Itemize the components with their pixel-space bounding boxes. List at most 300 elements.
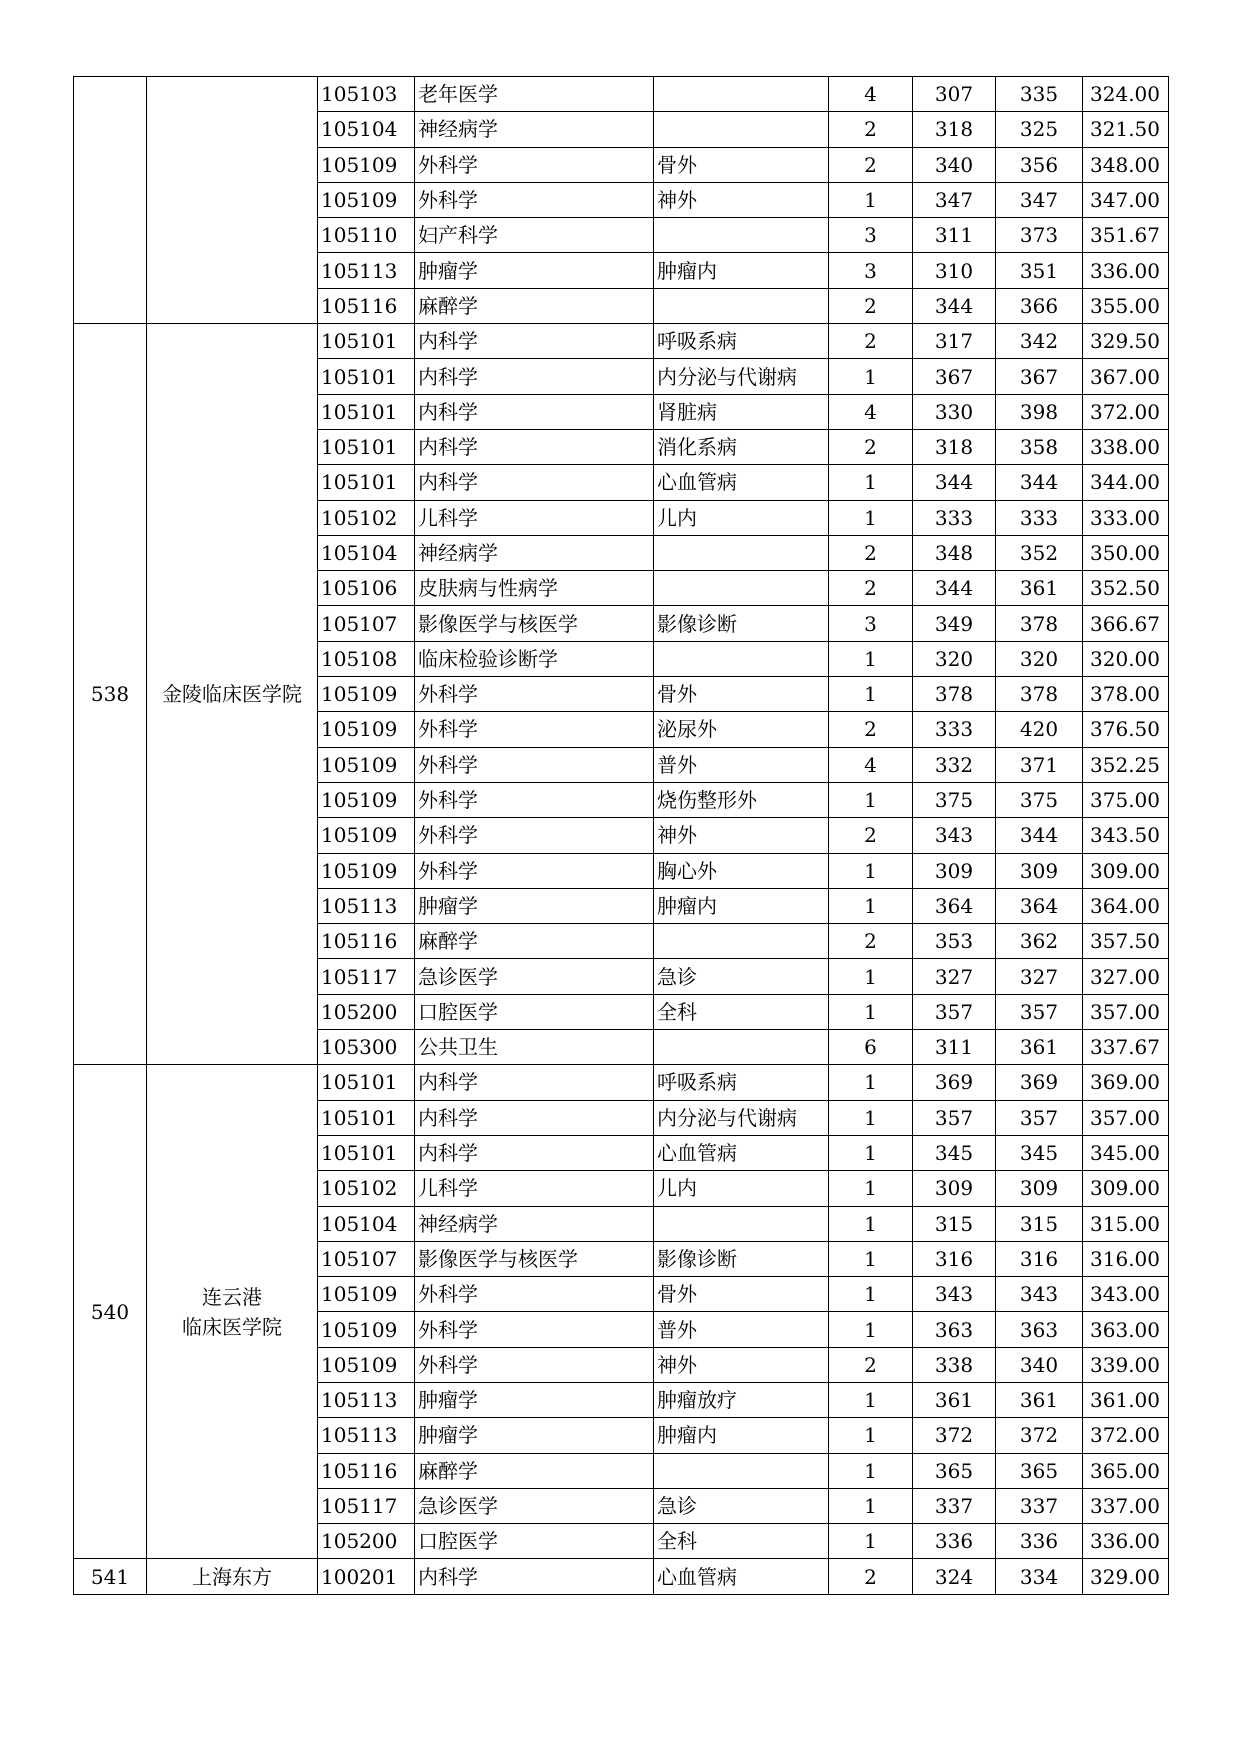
min-score-cell: 348 — [913, 535, 996, 570]
min-score-cell: 318 — [913, 429, 996, 464]
research-direction-cell: 儿内 — [654, 500, 829, 535]
avg-score-cell: 378.00 — [1083, 677, 1169, 712]
major-name-cell: 内科学 — [415, 1100, 654, 1135]
max-score-cell: 309 — [996, 1171, 1083, 1206]
research-direction-cell: 神外 — [654, 1347, 829, 1382]
major-code-cell: 105109 — [318, 1277, 415, 1312]
avg-score-cell: 329.50 — [1083, 324, 1169, 359]
max-score-cell: 367 — [996, 359, 1083, 394]
major-name-cell: 儿科学 — [415, 1171, 654, 1206]
avg-score-cell: 321.50 — [1083, 112, 1169, 147]
avg-score-cell: 336.00 — [1083, 253, 1169, 288]
max-score-cell: 361 — [996, 571, 1083, 606]
admit-count-cell: 2 — [829, 288, 913, 323]
avg-score-cell: 320.00 — [1083, 641, 1169, 676]
avg-score-cell: 344.00 — [1083, 465, 1169, 500]
min-score-cell: 372 — [913, 1418, 996, 1453]
min-score-cell: 332 — [913, 747, 996, 782]
research-direction-cell: 肿瘤内 — [654, 888, 829, 923]
admit-count-cell: 1 — [829, 1488, 913, 1523]
max-score-cell: 351 — [996, 253, 1083, 288]
school-name-cell — [147, 77, 318, 324]
admit-count-cell: 1 — [829, 853, 913, 888]
avg-score-cell: 337.00 — [1083, 1488, 1169, 1523]
school-code-cell — [74, 77, 147, 324]
min-score-cell: 316 — [913, 1241, 996, 1276]
min-score-cell: 311 — [913, 218, 996, 253]
major-code-cell: 105109 — [318, 147, 415, 182]
avg-score-cell: 343.00 — [1083, 1277, 1169, 1312]
table-row — [74, 324, 1169, 359]
major-name-cell: 麻醉学 — [415, 288, 654, 323]
max-score-cell: 364 — [996, 888, 1083, 923]
min-score-cell: 345 — [913, 1135, 996, 1170]
research-direction-cell: 胸心外 — [654, 853, 829, 888]
admit-count-cell: 1 — [829, 1135, 913, 1170]
avg-score-cell: 316.00 — [1083, 1241, 1169, 1276]
major-name-cell: 内科学 — [415, 324, 654, 359]
major-code-cell: 105109 — [318, 677, 415, 712]
admit-count-cell: 1 — [829, 1171, 913, 1206]
major-code-cell: 105102 — [318, 500, 415, 535]
major-name-cell: 皮肤病与性病学 — [415, 571, 654, 606]
min-score-cell: 357 — [913, 1100, 996, 1135]
min-score-cell: 349 — [913, 606, 996, 641]
admit-count-cell: 3 — [829, 253, 913, 288]
max-score-cell: 340 — [996, 1347, 1083, 1382]
max-score-cell: 333 — [996, 500, 1083, 535]
major-code-cell: 105116 — [318, 1453, 415, 1488]
max-score-cell: 336 — [996, 1524, 1083, 1559]
major-code-cell: 105104 — [318, 112, 415, 147]
min-score-cell: 317 — [913, 324, 996, 359]
major-code-cell: 105109 — [318, 712, 415, 747]
major-code-cell: 105109 — [318, 182, 415, 217]
research-direction-cell: 全科 — [654, 994, 829, 1029]
max-score-cell: 372 — [996, 1418, 1083, 1453]
major-name-cell: 内科学 — [415, 429, 654, 464]
research-direction-cell — [654, 1206, 829, 1241]
research-direction-cell — [654, 641, 829, 676]
research-direction-cell: 神外 — [654, 182, 829, 217]
max-score-cell: 362 — [996, 924, 1083, 959]
research-direction-cell: 肿瘤内 — [654, 253, 829, 288]
major-name-cell: 神经病学 — [415, 535, 654, 570]
research-direction-cell — [654, 288, 829, 323]
avg-score-cell: 348.00 — [1083, 147, 1169, 182]
major-name-cell: 外科学 — [415, 677, 654, 712]
max-score-cell: 361 — [996, 1030, 1083, 1065]
table-row — [74, 77, 1169, 112]
min-score-cell: 344 — [913, 571, 996, 606]
major-code-cell: 105103 — [318, 77, 415, 112]
major-code-cell: 105104 — [318, 535, 415, 570]
max-score-cell: 309 — [996, 853, 1083, 888]
major-name-cell: 内科学 — [415, 465, 654, 500]
avg-score-cell: 327.00 — [1083, 959, 1169, 994]
avg-score-cell: 357.50 — [1083, 924, 1169, 959]
admit-count-cell: 4 — [829, 77, 913, 112]
max-score-cell: 357 — [996, 994, 1083, 1029]
major-name-cell: 外科学 — [415, 182, 654, 217]
avg-score-cell: 329.00 — [1083, 1559, 1169, 1594]
major-code-cell: 105117 — [318, 959, 415, 994]
max-score-cell: 398 — [996, 394, 1083, 429]
min-score-cell: 324 — [913, 1559, 996, 1594]
admit-count-cell: 1 — [829, 359, 913, 394]
min-score-cell: 363 — [913, 1312, 996, 1347]
admit-count-cell: 1 — [829, 782, 913, 817]
admit-count-cell: 4 — [829, 394, 913, 429]
table-body — [74, 77, 1169, 1595]
min-score-cell: 365 — [913, 1453, 996, 1488]
max-score-cell: 357 — [996, 1100, 1083, 1135]
min-score-cell: 338 — [913, 1347, 996, 1382]
avg-score-cell: 361.00 — [1083, 1382, 1169, 1417]
school-name-cell: 连云港 临床医学院 — [147, 1065, 318, 1559]
avg-score-cell: 367.00 — [1083, 359, 1169, 394]
admit-count-cell: 2 — [829, 429, 913, 464]
min-score-cell: 307 — [913, 77, 996, 112]
research-direction-cell: 普外 — [654, 1312, 829, 1347]
major-name-cell: 神经病学 — [415, 112, 654, 147]
major-name-cell: 肿瘤学 — [415, 888, 654, 923]
admit-count-cell: 1 — [829, 465, 913, 500]
major-code-cell: 105110 — [318, 218, 415, 253]
admit-count-cell: 1 — [829, 959, 913, 994]
avg-score-cell: 336.00 — [1083, 1524, 1169, 1559]
max-score-cell: 420 — [996, 712, 1083, 747]
avg-score-cell: 347.00 — [1083, 182, 1169, 217]
major-code-cell: 105200 — [318, 994, 415, 1029]
admit-count-cell: 1 — [829, 182, 913, 217]
research-direction-cell: 普外 — [654, 747, 829, 782]
min-score-cell: 347 — [913, 182, 996, 217]
major-code-cell: 100201 — [318, 1559, 415, 1594]
admit-count-cell: 2 — [829, 818, 913, 853]
avg-score-cell: 355.00 — [1083, 288, 1169, 323]
research-direction-cell: 泌尿外 — [654, 712, 829, 747]
major-name-cell: 外科学 — [415, 1347, 654, 1382]
max-score-cell: 337 — [996, 1488, 1083, 1523]
admit-count-cell: 2 — [829, 924, 913, 959]
avg-score-cell: 365.00 — [1083, 1453, 1169, 1488]
major-code-cell: 105109 — [318, 782, 415, 817]
major-name-cell: 外科学 — [415, 853, 654, 888]
major-name-cell: 外科学 — [415, 747, 654, 782]
major-code-cell: 105108 — [318, 641, 415, 676]
min-score-cell: 320 — [913, 641, 996, 676]
major-name-cell: 内科学 — [415, 1559, 654, 1594]
major-code-cell: 105101 — [318, 429, 415, 464]
min-score-cell: 344 — [913, 288, 996, 323]
avg-score-cell: 375.00 — [1083, 782, 1169, 817]
major-name-cell: 麻醉学 — [415, 1453, 654, 1488]
major-code-cell: 105104 — [318, 1206, 415, 1241]
min-score-cell: 336 — [913, 1524, 996, 1559]
major-code-cell: 105113 — [318, 1418, 415, 1453]
major-name-cell: 外科学 — [415, 782, 654, 817]
major-name-cell: 神经病学 — [415, 1206, 654, 1241]
avg-score-cell: 357.00 — [1083, 1100, 1169, 1135]
major-code-cell: 105101 — [318, 359, 415, 394]
admit-count-cell: 1 — [829, 1382, 913, 1417]
admit-count-cell: 2 — [829, 324, 913, 359]
avg-score-cell: 338.00 — [1083, 429, 1169, 464]
research-direction-cell: 急诊 — [654, 959, 829, 994]
major-code-cell: 105109 — [318, 853, 415, 888]
major-name-cell: 儿科学 — [415, 500, 654, 535]
admit-count-cell: 2 — [829, 1559, 913, 1594]
major-code-cell: 105200 — [318, 1524, 415, 1559]
major-code-cell: 105107 — [318, 606, 415, 641]
research-direction-cell: 儿内 — [654, 1171, 829, 1206]
research-direction-cell — [654, 218, 829, 253]
major-name-cell: 内科学 — [415, 359, 654, 394]
min-score-cell: 367 — [913, 359, 996, 394]
min-score-cell: 378 — [913, 677, 996, 712]
admit-count-cell: 1 — [829, 677, 913, 712]
major-code-cell: 105113 — [318, 888, 415, 923]
max-score-cell: 327 — [996, 959, 1083, 994]
research-direction-cell: 骨外 — [654, 677, 829, 712]
major-name-cell: 肿瘤学 — [415, 1382, 654, 1417]
major-code-cell: 105113 — [318, 1382, 415, 1417]
major-name-cell: 外科学 — [415, 818, 654, 853]
avg-score-cell: 309.00 — [1083, 1171, 1169, 1206]
major-name-cell: 急诊医学 — [415, 959, 654, 994]
research-direction-cell — [654, 77, 829, 112]
admit-count-cell: 6 — [829, 1030, 913, 1065]
min-score-cell: 310 — [913, 253, 996, 288]
max-score-cell: 356 — [996, 147, 1083, 182]
max-score-cell: 366 — [996, 288, 1083, 323]
major-code-cell: 105117 — [318, 1488, 415, 1523]
admit-count-cell: 1 — [829, 641, 913, 676]
research-direction-cell: 急诊 — [654, 1488, 829, 1523]
max-score-cell: 375 — [996, 782, 1083, 817]
admit-count-cell: 2 — [829, 112, 913, 147]
admit-count-cell: 1 — [829, 1524, 913, 1559]
research-direction-cell: 肾脏病 — [654, 394, 829, 429]
min-score-cell: 337 — [913, 1488, 996, 1523]
major-code-cell: 105101 — [318, 1135, 415, 1170]
major-name-cell: 麻醉学 — [415, 924, 654, 959]
research-direction-cell: 内分泌与代谢病 — [654, 1100, 829, 1135]
max-score-cell: 325 — [996, 112, 1083, 147]
major-name-cell: 公共卫生 — [415, 1030, 654, 1065]
major-name-cell: 内科学 — [415, 1065, 654, 1100]
research-direction-cell: 内分泌与代谢病 — [654, 359, 829, 394]
admission-score-table — [73, 76, 1169, 1595]
min-score-cell: 364 — [913, 888, 996, 923]
max-score-cell: 378 — [996, 677, 1083, 712]
school-code-cell: 540 — [74, 1065, 147, 1559]
admit-count-cell: 1 — [829, 1453, 913, 1488]
max-score-cell: 358 — [996, 429, 1083, 464]
avg-score-cell: 376.50 — [1083, 712, 1169, 747]
min-score-cell: 344 — [913, 465, 996, 500]
table-row — [74, 1065, 1169, 1100]
min-score-cell: 353 — [913, 924, 996, 959]
major-code-cell: 105102 — [318, 1171, 415, 1206]
avg-score-cell: 364.00 — [1083, 888, 1169, 923]
min-score-cell: 333 — [913, 712, 996, 747]
avg-score-cell: 372.00 — [1083, 1418, 1169, 1453]
avg-score-cell: 343.50 — [1083, 818, 1169, 853]
max-score-cell: 371 — [996, 747, 1083, 782]
max-score-cell: 347 — [996, 182, 1083, 217]
max-score-cell: 369 — [996, 1065, 1083, 1100]
research-direction-cell: 烧伤整形外 — [654, 782, 829, 817]
min-score-cell: 330 — [913, 394, 996, 429]
admit-count-cell: 2 — [829, 147, 913, 182]
major-code-cell: 105107 — [318, 1241, 415, 1276]
avg-score-cell: 363.00 — [1083, 1312, 1169, 1347]
research-direction-cell: 神外 — [654, 818, 829, 853]
max-score-cell: 342 — [996, 324, 1083, 359]
admit-count-cell: 1 — [829, 1100, 913, 1135]
avg-score-cell: 345.00 — [1083, 1135, 1169, 1170]
min-score-cell: 327 — [913, 959, 996, 994]
avg-score-cell: 357.00 — [1083, 994, 1169, 1029]
major-code-cell: 105300 — [318, 1030, 415, 1065]
max-score-cell: 352 — [996, 535, 1083, 570]
major-code-cell: 105116 — [318, 924, 415, 959]
major-code-cell: 105109 — [318, 747, 415, 782]
avg-score-cell: 337.67 — [1083, 1030, 1169, 1065]
major-code-cell: 105101 — [318, 394, 415, 429]
admit-count-cell: 1 — [829, 1418, 913, 1453]
major-name-cell: 肿瘤学 — [415, 1418, 654, 1453]
research-direction-cell: 骨外 — [654, 1277, 829, 1312]
research-direction-cell: 心血管病 — [654, 1559, 829, 1594]
admit-count-cell: 2 — [829, 535, 913, 570]
school-code-cell: 538 — [74, 324, 147, 1065]
major-name-cell: 外科学 — [415, 147, 654, 182]
admit-count-cell: 1 — [829, 500, 913, 535]
research-direction-cell: 心血管病 — [654, 465, 829, 500]
research-direction-cell: 肿瘤放疗 — [654, 1382, 829, 1417]
avg-score-cell: 333.00 — [1083, 500, 1169, 535]
max-score-cell: 320 — [996, 641, 1083, 676]
min-score-cell: 309 — [913, 1171, 996, 1206]
min-score-cell: 340 — [913, 147, 996, 182]
research-direction-cell: 消化系病 — [654, 429, 829, 464]
research-direction-cell: 影像诊断 — [654, 1241, 829, 1276]
min-score-cell: 369 — [913, 1065, 996, 1100]
research-direction-cell — [654, 1453, 829, 1488]
table-row — [74, 1559, 1169, 1594]
min-score-cell: 357 — [913, 994, 996, 1029]
max-score-cell: 361 — [996, 1382, 1083, 1417]
major-code-cell: 105101 — [318, 324, 415, 359]
avg-score-cell: 351.67 — [1083, 218, 1169, 253]
min-score-cell: 375 — [913, 782, 996, 817]
avg-score-cell: 352.50 — [1083, 571, 1169, 606]
avg-score-cell: 315.00 — [1083, 1206, 1169, 1241]
min-score-cell: 343 — [913, 1277, 996, 1312]
research-direction-cell: 影像诊断 — [654, 606, 829, 641]
major-code-cell: 105106 — [318, 571, 415, 606]
min-score-cell: 311 — [913, 1030, 996, 1065]
admit-count-cell: 3 — [829, 218, 913, 253]
major-code-cell: 105101 — [318, 465, 415, 500]
admit-count-cell: 1 — [829, 1277, 913, 1312]
admit-count-cell: 4 — [829, 747, 913, 782]
major-code-cell: 105101 — [318, 1065, 415, 1100]
max-score-cell: 335 — [996, 77, 1083, 112]
major-code-cell: 105113 — [318, 253, 415, 288]
avg-score-cell: 372.00 — [1083, 394, 1169, 429]
major-name-cell: 老年医学 — [415, 77, 654, 112]
max-score-cell: 344 — [996, 465, 1083, 500]
min-score-cell: 318 — [913, 112, 996, 147]
research-direction-cell: 呼吸系病 — [654, 324, 829, 359]
max-score-cell: 345 — [996, 1135, 1083, 1170]
avg-score-cell: 324.00 — [1083, 77, 1169, 112]
avg-score-cell: 366.67 — [1083, 606, 1169, 641]
admit-count-cell: 1 — [829, 1206, 913, 1241]
min-score-cell: 343 — [913, 818, 996, 853]
major-name-cell: 妇产科学 — [415, 218, 654, 253]
research-direction-cell — [654, 112, 829, 147]
major-name-cell: 内科学 — [415, 394, 654, 429]
major-name-cell: 内科学 — [415, 1135, 654, 1170]
max-score-cell: 316 — [996, 1241, 1083, 1276]
research-direction-cell — [654, 571, 829, 606]
major-name-cell: 急诊医学 — [415, 1488, 654, 1523]
avg-score-cell: 309.00 — [1083, 853, 1169, 888]
research-direction-cell: 心血管病 — [654, 1135, 829, 1170]
avg-score-cell: 369.00 — [1083, 1065, 1169, 1100]
admit-count-cell: 1 — [829, 888, 913, 923]
min-score-cell: 361 — [913, 1382, 996, 1417]
major-name-cell: 口腔医学 — [415, 1524, 654, 1559]
major-name-cell: 外科学 — [415, 712, 654, 747]
admit-count-cell: 3 — [829, 606, 913, 641]
min-score-cell: 309 — [913, 853, 996, 888]
avg-score-cell: 352.25 — [1083, 747, 1169, 782]
research-direction-cell — [654, 535, 829, 570]
school-code-cell: 541 — [74, 1559, 147, 1594]
admit-count-cell: 1 — [829, 1241, 913, 1276]
admit-count-cell: 2 — [829, 571, 913, 606]
research-direction-cell: 肿瘤内 — [654, 1418, 829, 1453]
admit-count-cell: 1 — [829, 994, 913, 1029]
max-score-cell: 315 — [996, 1206, 1083, 1241]
major-code-cell: 105109 — [318, 1347, 415, 1382]
max-score-cell: 344 — [996, 818, 1083, 853]
research-direction-cell: 全科 — [654, 1524, 829, 1559]
admit-count-cell: 1 — [829, 1065, 913, 1100]
major-name-cell: 临床检验诊断学 — [415, 641, 654, 676]
admit-count-cell: 2 — [829, 1347, 913, 1382]
max-score-cell: 378 — [996, 606, 1083, 641]
max-score-cell: 334 — [996, 1559, 1083, 1594]
school-name-cell: 上海东方 — [147, 1559, 318, 1594]
major-name-cell: 口腔医学 — [415, 994, 654, 1029]
major-name-cell: 影像医学与核医学 — [415, 606, 654, 641]
max-score-cell: 365 — [996, 1453, 1083, 1488]
major-code-cell: 105109 — [318, 818, 415, 853]
major-name-cell: 影像医学与核医学 — [415, 1241, 654, 1276]
major-name-cell: 外科学 — [415, 1312, 654, 1347]
research-direction-cell: 骨外 — [654, 147, 829, 182]
major-code-cell: 105116 — [318, 288, 415, 323]
min-score-cell: 333 — [913, 500, 996, 535]
avg-score-cell: 339.00 — [1083, 1347, 1169, 1382]
